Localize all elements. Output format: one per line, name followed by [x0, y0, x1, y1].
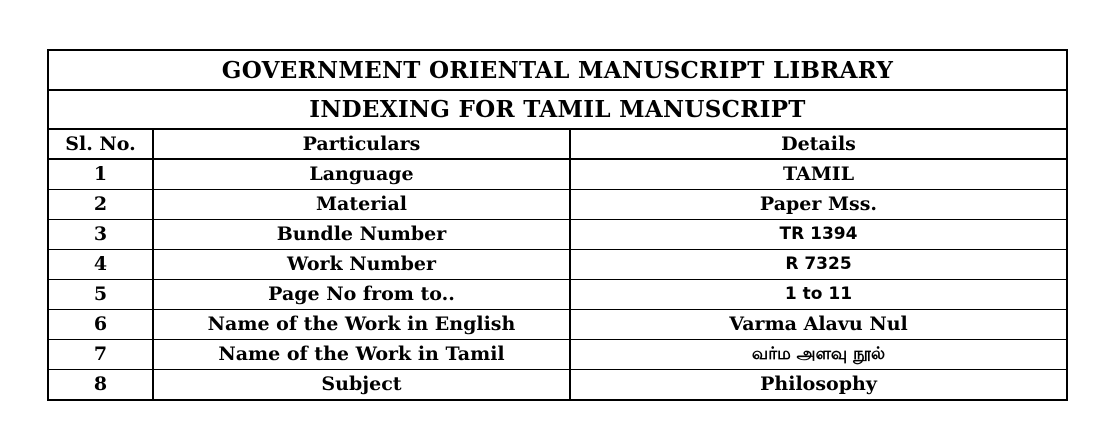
detail-cell: TAMIL — [570, 159, 1066, 190]
table-row — [49, 340, 1066, 370]
detail-cell: Paper Mss. — [570, 190, 1066, 220]
table-row — [49, 250, 1066, 280]
sl-no-cell: 8 — [49, 370, 153, 400]
detail-cell: TR 1394 — [570, 220, 1066, 250]
column-header-sl-no: Sl. No. — [49, 130, 153, 159]
particular-cell: Language — [153, 159, 570, 190]
sl-no-cell: 5 — [49, 280, 153, 310]
table-row — [49, 220, 1066, 250]
sl-no-cell: 2 — [49, 190, 153, 220]
sl-no-cell: 4 — [49, 250, 153, 280]
sl-no-cell: 3 — [49, 220, 153, 250]
sl-no-cell: 7 — [49, 340, 153, 370]
detail-cell: 1 to 11 — [570, 280, 1066, 310]
particular-cell: Bundle Number — [153, 220, 570, 250]
table-row — [49, 190, 1066, 220]
table-header-row — [49, 130, 1066, 159]
column-header-details: Details — [570, 130, 1066, 159]
sl-no-cell: 1 — [49, 159, 153, 190]
column-header-particulars: Particulars — [153, 130, 570, 159]
detail-cell: Philosophy — [760, 373, 877, 395]
particular-cell: Name of the Work in English — [153, 310, 570, 340]
index-table — [49, 130, 1066, 399]
sl-no-cell: 6 — [49, 310, 153, 340]
manuscript-index-sheet — [47, 49, 1068, 401]
detail-cell: R 7325 — [570, 250, 1066, 280]
particular-cell: Material — [153, 190, 570, 220]
particular-cell: Work Number — [153, 250, 570, 280]
index-subtitle: INDEXING FOR TAMIL MANUSCRIPT — [49, 91, 1066, 130]
table-row — [49, 310, 1066, 340]
table-row — [49, 159, 1066, 190]
particular-cell: Name of the Work in Tamil — [153, 340, 570, 370]
table-row — [49, 370, 1066, 400]
table-row — [49, 280, 1066, 310]
detail-cell: Varma Alavu Nul — [570, 310, 1066, 340]
library-title: GOVERNMENT ORIENTAL MANUSCRIPT LIBRARY — [49, 51, 1066, 91]
particular-cell: Page No from to.. — [153, 280, 570, 310]
particular-cell: Subject — [153, 370, 570, 400]
detail-cell-tamil: வர்ம அளவு நூல் — [570, 340, 1066, 370]
